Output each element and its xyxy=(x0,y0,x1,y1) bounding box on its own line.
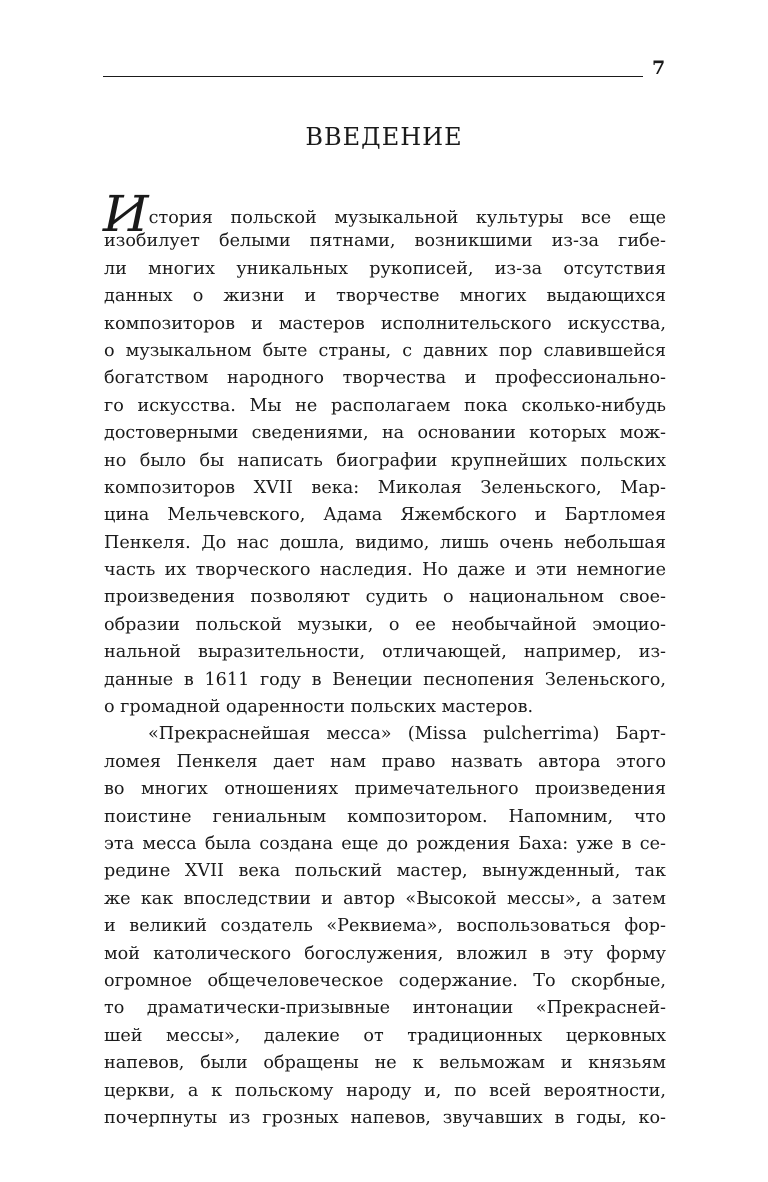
text-line: нальной выразительности, отличающей, например, из- xyxy=(104,642,666,663)
text-line: данные в 1611 году в Венеции песнопения Зеленьского, xyxy=(104,669,666,690)
text-line: эта месса была создана еще до рождения Баха: уже в се- xyxy=(104,833,666,854)
text-line: ломея Пенкеля дает нам право назвать автора этого xyxy=(104,751,666,772)
text-line: церкви, а к польскому народу и, по всей вероятности, xyxy=(104,1080,666,1101)
text-line: во многих отношениях примечательного произведения xyxy=(104,779,666,800)
text-line: История польской музыкальной культуры все еще xyxy=(102,185,666,243)
drop-cap: И xyxy=(102,185,149,243)
text-line: произведения позволяют судить о национальном свое- xyxy=(104,587,666,608)
text-line: и великий создатель «Реквиема», воспользоваться фор- xyxy=(104,916,666,937)
text-line: о громадной одаренности польских мастеров. xyxy=(104,697,534,718)
text-line: часть их творческого наследия. Но даже и эти немногие xyxy=(104,560,666,581)
chapter-title: ВВЕДЕНИЕ xyxy=(305,123,463,151)
text-line: поистине гениальным композитором. Напомним, что xyxy=(104,806,666,827)
text-line: о музыкальном быте страны, с давних пор славившейся xyxy=(104,340,666,361)
text-line: редине XVII века польский мастер, вынужденный, так xyxy=(104,861,666,882)
text-line: шей мессы», далекие от традиционных церковных xyxy=(104,1025,666,1046)
text-line: цина Мельчевского, Адама Яжембского и Бартломея xyxy=(104,505,666,526)
text-line: почерпнуты из грозных напевов, звучавших в годы, ко- xyxy=(104,1107,666,1128)
text-line: достоверными сведениями, на основании которых мож- xyxy=(104,423,666,444)
text-line: но было бы написать биографии крупнейших польских xyxy=(104,450,666,471)
text-line: композиторов и мастеров исполнительского искусства, xyxy=(104,313,666,334)
text-line: го искусства. Мы не располагаем пока сколько-нибудь xyxy=(104,395,666,416)
text-line: Пенкеля. До нас дошла, видимо, лишь очень небольшая xyxy=(104,532,666,553)
text-line: то драматически-призывные интонации «Прекрасней- xyxy=(104,998,666,1019)
text-line: огромное общечеловеческое содержание. То скорбные, xyxy=(104,970,666,991)
body-text xyxy=(102,185,666,1132)
text-line: ли многих уникальных рукописей, из-за отсутствия xyxy=(104,258,666,279)
text-line: изобилует белыми пятнами, возникшими из-за гибе- xyxy=(104,231,666,252)
running-header-rule xyxy=(103,76,643,77)
text-line: мой католического богослужения, вложил в эту форму xyxy=(104,943,666,964)
page-number: 7 xyxy=(652,57,666,79)
text-line: напевов, были обращены не к вельможам и князьям xyxy=(104,1053,666,1074)
text-line: образии польской музыки, о ее необычайной эмоцио- xyxy=(104,614,666,635)
text-line: богатством народного творчества и профессионально- xyxy=(104,368,666,389)
text-line: же как впоследствии и автор «Высокой мессы», а затем xyxy=(104,888,666,909)
text-line: «Прекраснейшая месса» (Missa pulcherrima) Барт- xyxy=(148,724,666,745)
text-line: данных о жизни и творчестве многих выдающихся xyxy=(104,286,666,307)
text-line: композиторов XVII века: Миколая Зеленьского, Мар- xyxy=(104,477,666,498)
